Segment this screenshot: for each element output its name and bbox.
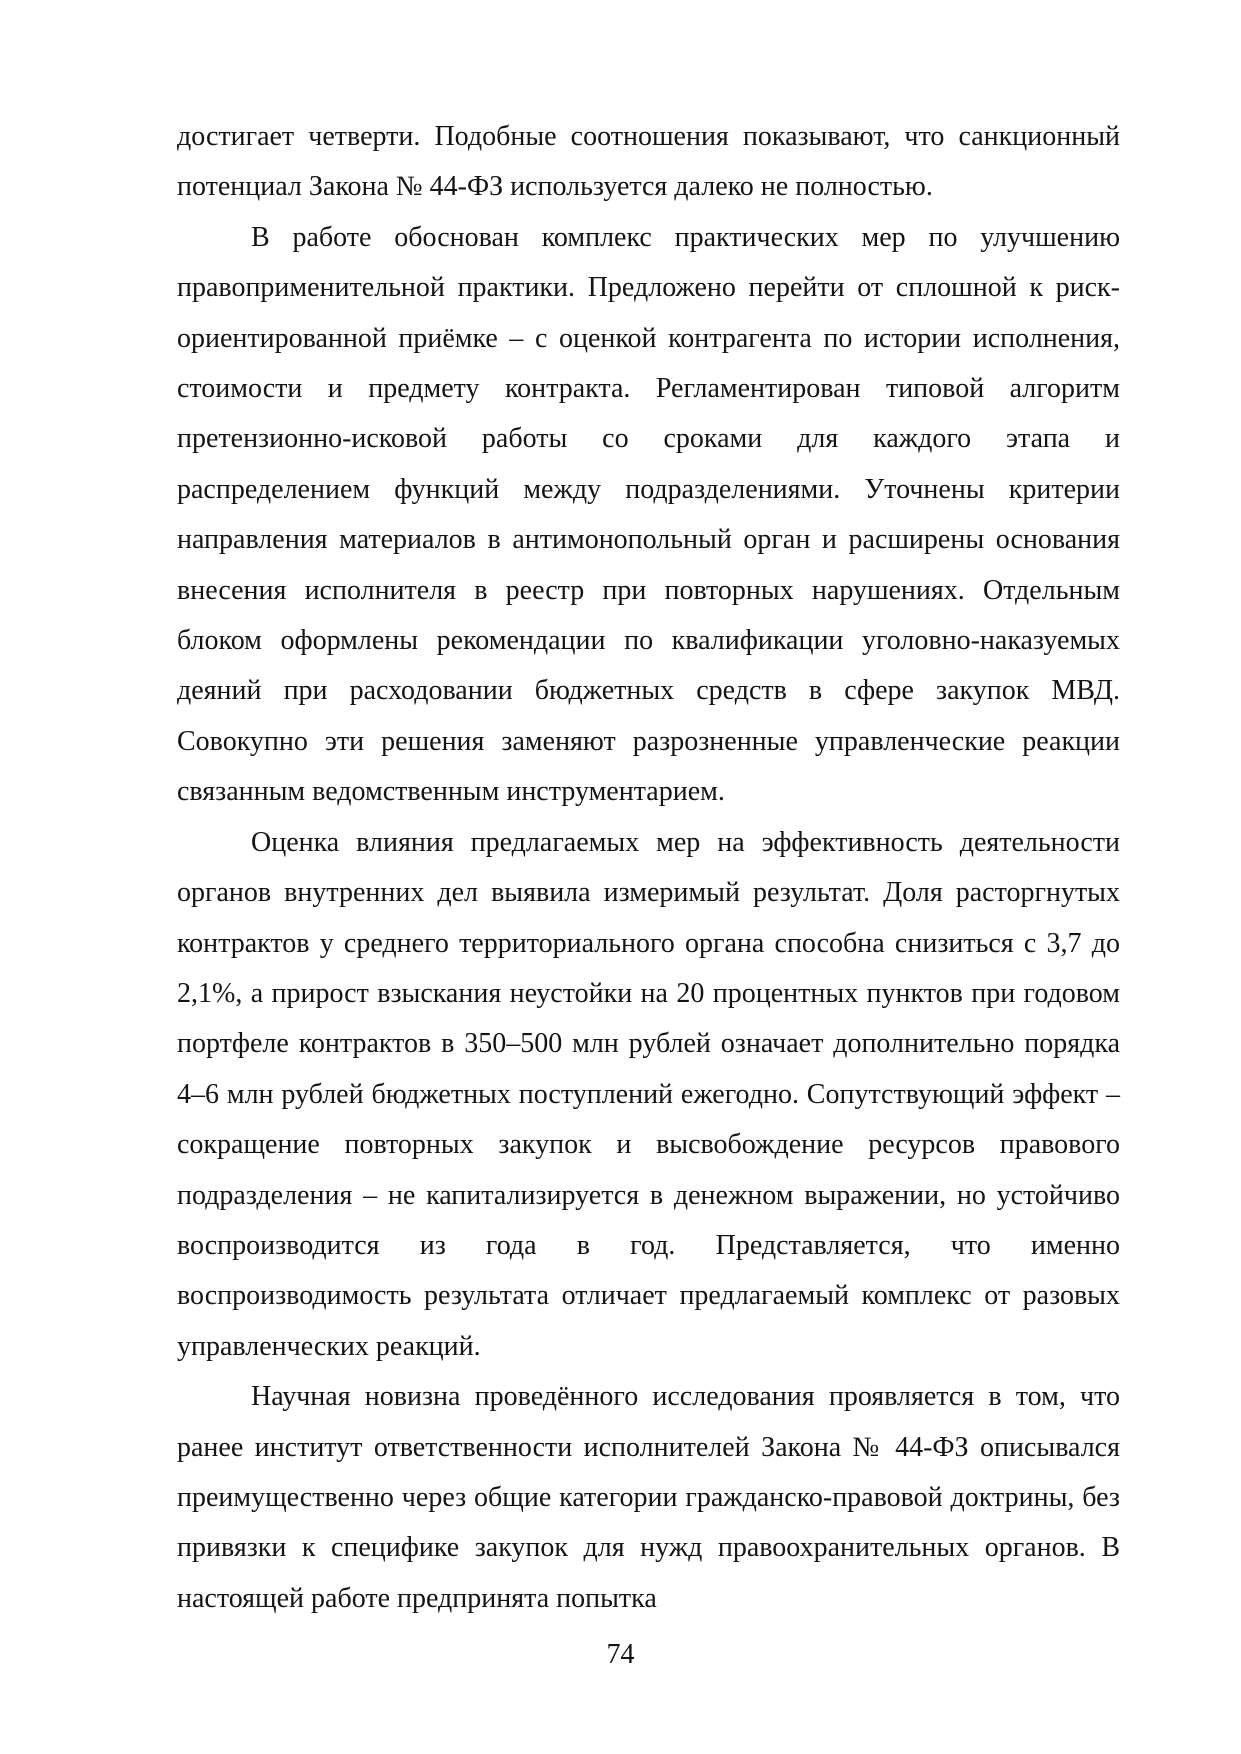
paragraph-scientific-novelty: Научная новизна проведённого исследования проявляется в том, что ранее институт ответственности исполнителей Закона № 44-ФЗ описывался преимущественно через общие категории гражданско-правовой доктрины, без привязки к специфике закупок для нужд правоохранительных органов. В настоящей работе предпринята попытка (177, 1381, 1120, 1614)
paragraph-continuation: достигает четверти. Подобные соотношения показывают, что санкционный потенциал Закона № 44-ФЗ используется далеко не полностью. (177, 121, 1120, 203)
page-number: 74 (606, 1639, 635, 1670)
paragraph-effect-assessment: Оценка влияния предлагаемых мер на эффективность деятельности органов внутренних дел выявила измеримый результат. Доля расторгнутых контрактов у среднего территориального органа способна снизиться с 3,7 до 2,1%, а прирост взыскания неустойки на 20 процентных пунктов при годовом портфеле контрактов в 350–500 млн рублей означает дополнительно порядка 4–6 млн рублей бюджетных поступлений ежегодно. Сопутствующий эффект – сокращение повторных закупок и высвобождение ресурсов правового подразделения – не капитализируется в денежном выражении, но устойчиво воспроизводится из года в год. Представляется, что именно воспроизводимость результата отличает предлагаемый комплекс от разовых управленческих реакций. (177, 826, 1120, 1362)
document-body (177, 112, 1120, 1624)
paragraph-practical-measures: В работе обоснован комплекс практических мер по улучшению правоприменительной практики. Предложено перейти от сплошной к риск-ориентированной приёмке – с оценкой контрагента по истории исполнения, стоимости и предмету контракта. Регламентирован типовой алгоритм претензионно-исковой работы со сроками для каждого этапа и распределением функций между подразделениями. Уточнены критерии направления материалов в антимонопольный орган и расширены основания внесения исполнителя в реестр при повторных нарушениях. Отдельным блоком оформлены рекомендации по квалификации уголовно-наказуемых деяний при расходовании бюджетных средств в сфере закупок МВД. Совокупно эти решения заменяют разрозненные управленческие реакции связанным ведомственным инструментарием. (177, 221, 1120, 808)
